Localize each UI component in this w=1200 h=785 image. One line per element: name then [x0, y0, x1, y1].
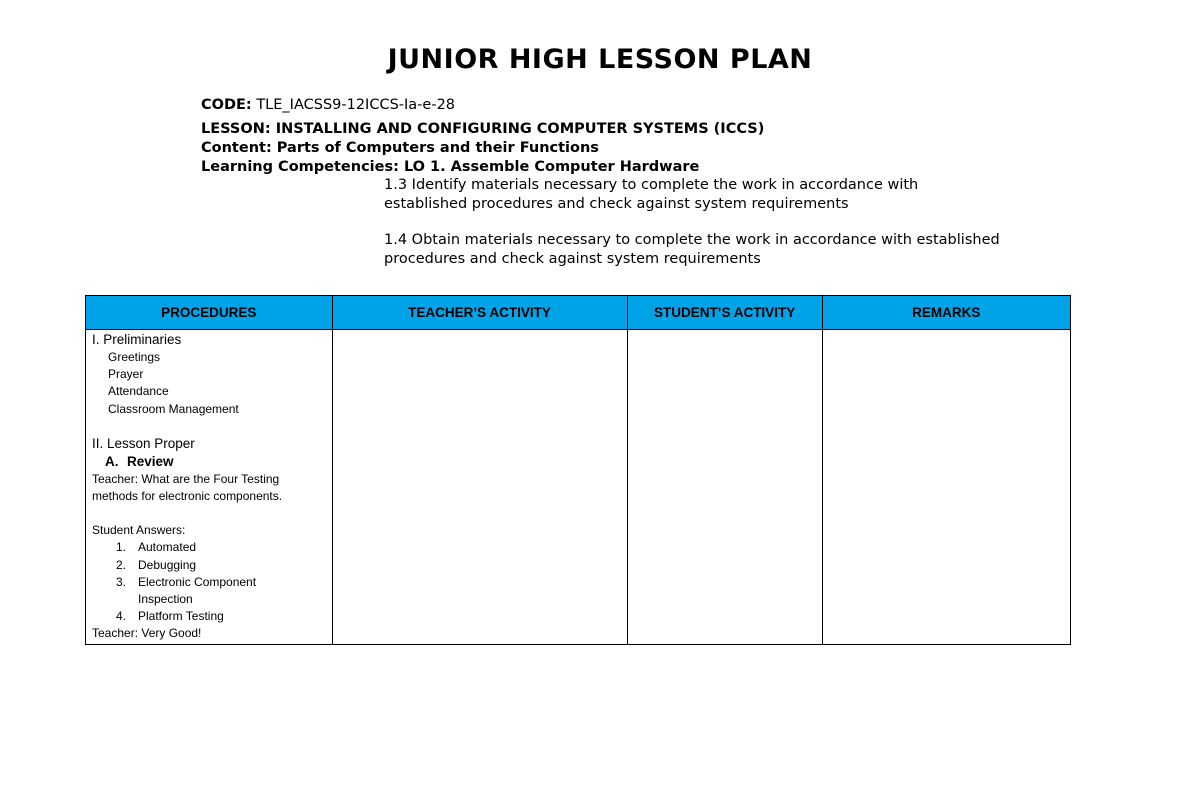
- teacher-question-line-2: methods for electronic components.: [92, 489, 283, 504]
- header-procedures: PROCEDURES: [86, 296, 333, 330]
- table-header-row: [86, 296, 1071, 330]
- lesson-proper-heading: II. Lesson Proper: [92, 435, 195, 451]
- header-students-activity: STUDENT’S ACTIVITY: [627, 296, 822, 330]
- teacher-question-line-1: Teacher: What are the Four Testing: [92, 471, 280, 486]
- code-line: [201, 96, 764, 115]
- students-activity-cell[interactable]: [627, 330, 822, 645]
- competency-1-3: 1.3 Identify materials necessary to complete the work in accordance with established procedures and check against system requirements: [384, 177, 919, 212]
- content-line: Content: Parts of Computers and their Functions: [201, 140, 599, 156]
- list-item: 4. Platform Testing: [116, 609, 224, 624]
- list-item: Classroom Management: [108, 401, 239, 416]
- preliminaries-heading: I. Preliminaries: [92, 332, 182, 347]
- competencies-label: Learning Competencies: LO 1. Assemble Computer Hardware: [201, 159, 700, 175]
- student-answers-label: Student Answers:: [92, 523, 186, 538]
- page-title: JUNIOR HIGH LESSON PLAN: [387, 44, 813, 75]
- answers-list: [92, 539, 332, 625]
- list-item: Attendance: [108, 384, 169, 399]
- lesson-meta: [201, 96, 764, 177]
- teacher-closing: Teacher: Very Good!: [92, 626, 202, 641]
- review-marker: A.: [105, 453, 119, 469]
- list-item: 1. Automated: [116, 540, 197, 555]
- review-label: Review: [127, 453, 174, 469]
- list-item: 3. Electronic Component Inspection: [116, 574, 257, 607]
- list-item: Greetings: [108, 350, 161, 364]
- lesson-plan-table: [85, 295, 1071, 645]
- teachers-activity-cell[interactable]: [332, 330, 627, 645]
- table-row: [86, 330, 1071, 645]
- header-teachers-activity: TEACHER’S ACTIVITY: [332, 296, 627, 330]
- header-remarks: REMARKS: [822, 296, 1070, 330]
- remarks-cell[interactable]: [822, 330, 1070, 645]
- lesson-line: LESSON: INSTALLING AND CONFIGURING COMPUTER SYSTEMS (ICCS): [201, 121, 765, 137]
- procedures-cell: [86, 330, 333, 645]
- list-item: 2. Debugging: [116, 557, 197, 572]
- code-label: CODE:: [201, 97, 252, 113]
- review-heading: [92, 453, 332, 471]
- code-value: TLE_IACSS9-12ICCS-Ia-e-28: [256, 97, 456, 113]
- competency-1-4: 1.4 Obtain materials necessary to complete the work in accordance with established procedures and check against system requirements: [384, 232, 1000, 267]
- list-item: Prayer: [108, 367, 144, 382]
